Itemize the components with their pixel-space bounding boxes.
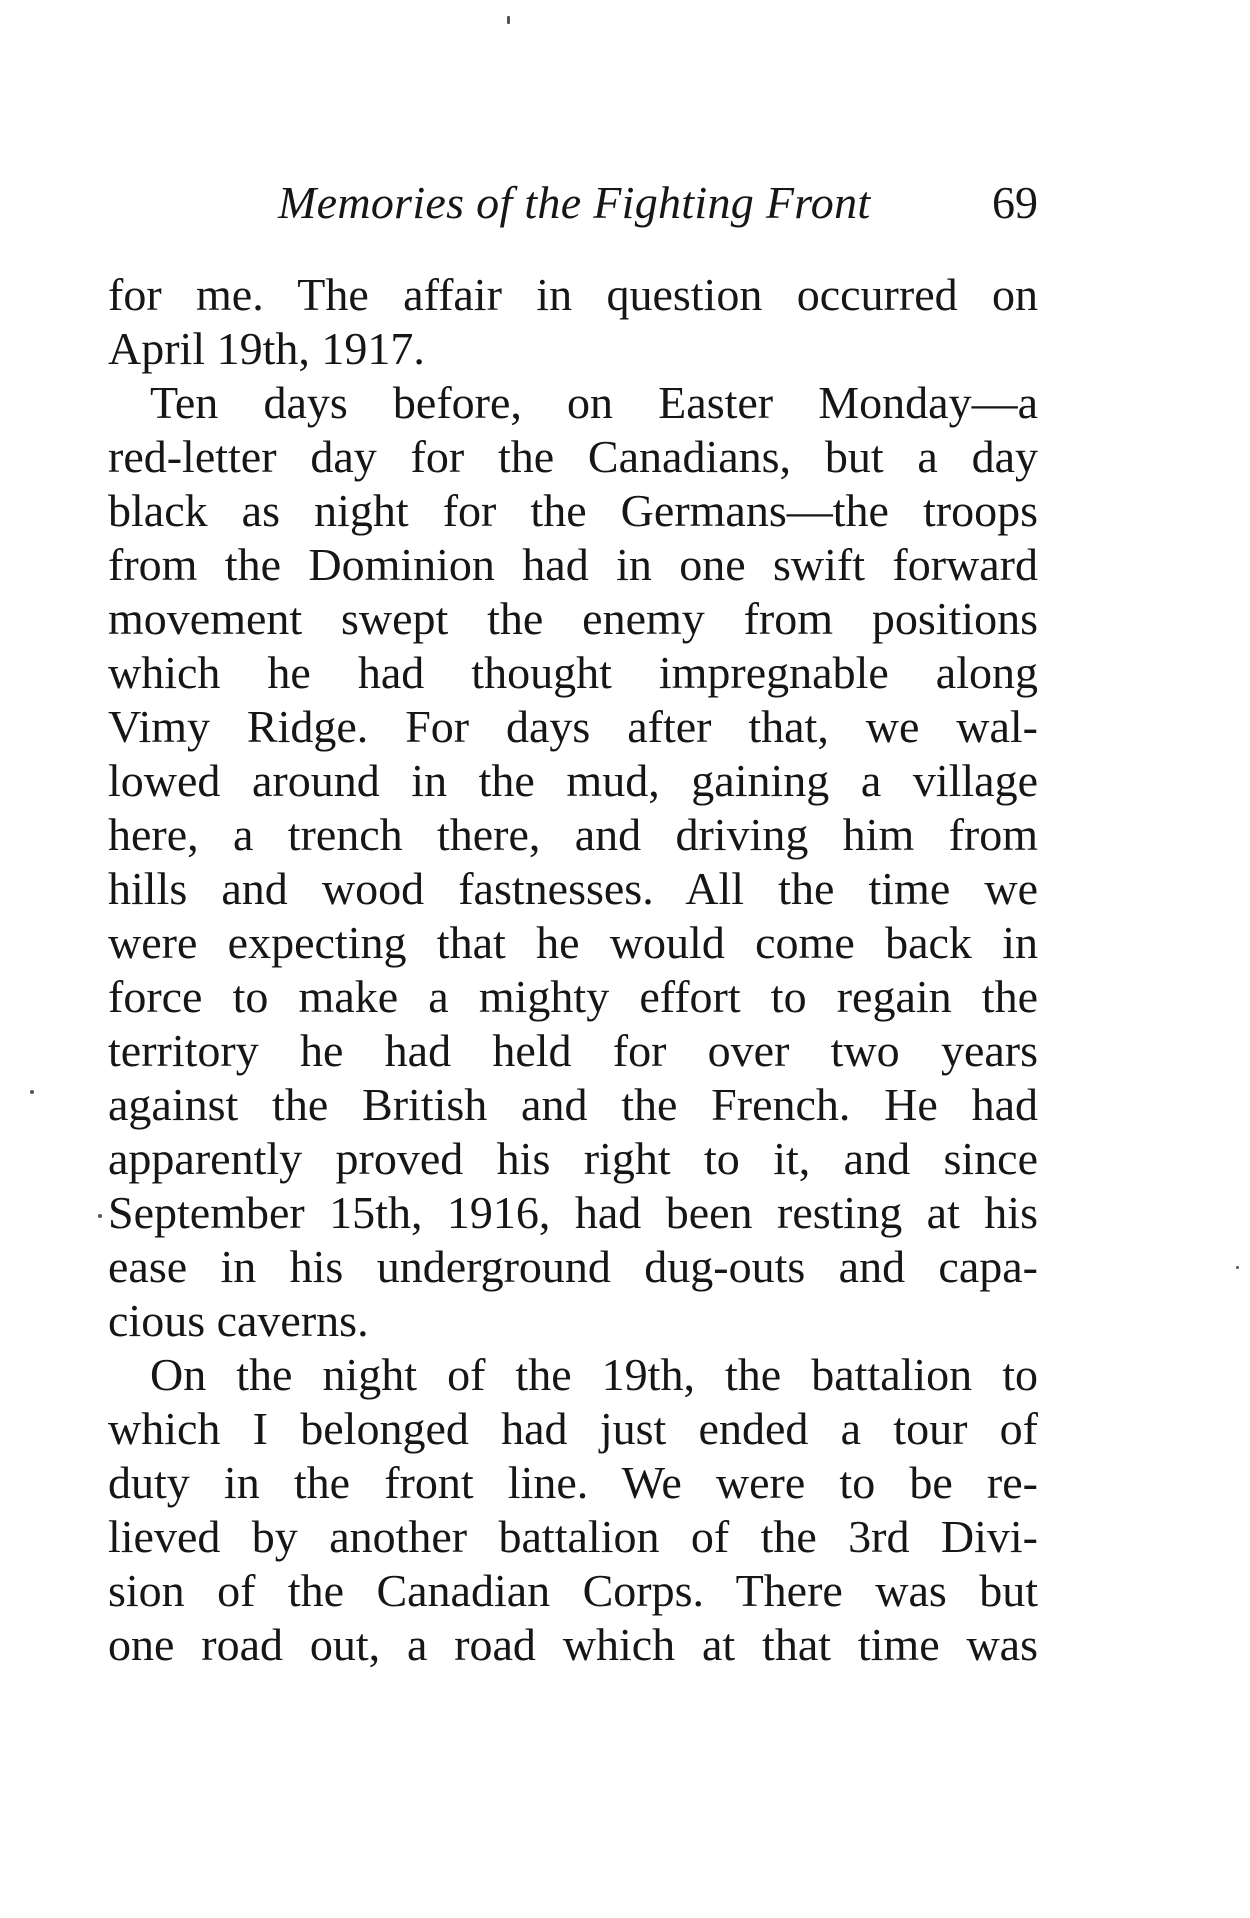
scan-speck [98,1214,102,1218]
text-line: red-letter day for the Canadians, but a day [108,431,1038,482]
text-line: which I belonged had just ended a tour of [108,1403,1038,1454]
scan-speck [507,16,510,24]
text-line: were expecting that he would come back in [108,917,1038,968]
text-line: here, a trench there, and driving him from [108,809,1038,860]
text-line: cious caverns. [108,1295,369,1346]
page-number: 69 [992,177,1038,228]
running-title: Memories of the Fighting Front [278,177,871,228]
text-line: one road out, a road which at that time was [108,1619,1038,1670]
text-line: movement swept the enemy from positions [108,593,1038,644]
text-line: for me. The affair in question occurred on [108,269,1038,320]
scan-speck [1236,1266,1239,1269]
text-line: sion of the Canadian Corps. There was but [108,1565,1038,1616]
text-line: lowed around in the mud, gaining a village [108,755,1038,806]
text-line: On the night of the 19th, the battalion to [150,1349,1038,1400]
text-line: which he had thought impregnable along [108,647,1038,698]
text-line: ease in his underground dug-outs and capa- [108,1241,1038,1292]
text-line: hills and wood fastnesses. All the time we [108,863,1038,914]
text-line: duty in the front line. We were to be re- [108,1457,1038,1508]
text-line: lieved by another battalion of the 3rd Divi- [108,1511,1038,1562]
scan-speck [30,1090,34,1094]
text-line: Vimy Ridge. For days after that, we wal- [108,701,1038,752]
text-line: black as night for the Germans—the troops [108,485,1038,536]
running-head [108,176,1038,236]
text-line: from the Dominion had in one swift forward [108,539,1038,590]
text-line: force to make a mighty effort to regain the [108,971,1038,1022]
text-line: apparently proved his right to it, and since [108,1133,1038,1184]
text-line: April 19th, 1917. [108,323,425,374]
body-text [108,268,1038,1672]
text-line: September 15th, 1916, had been resting at his [108,1187,1038,1238]
text-line: Ten days before, on Easter Monday—a [150,377,1038,428]
text-line: territory he had held for over two years [108,1025,1038,1076]
text-line: against the British and the French. He had [108,1079,1038,1130]
